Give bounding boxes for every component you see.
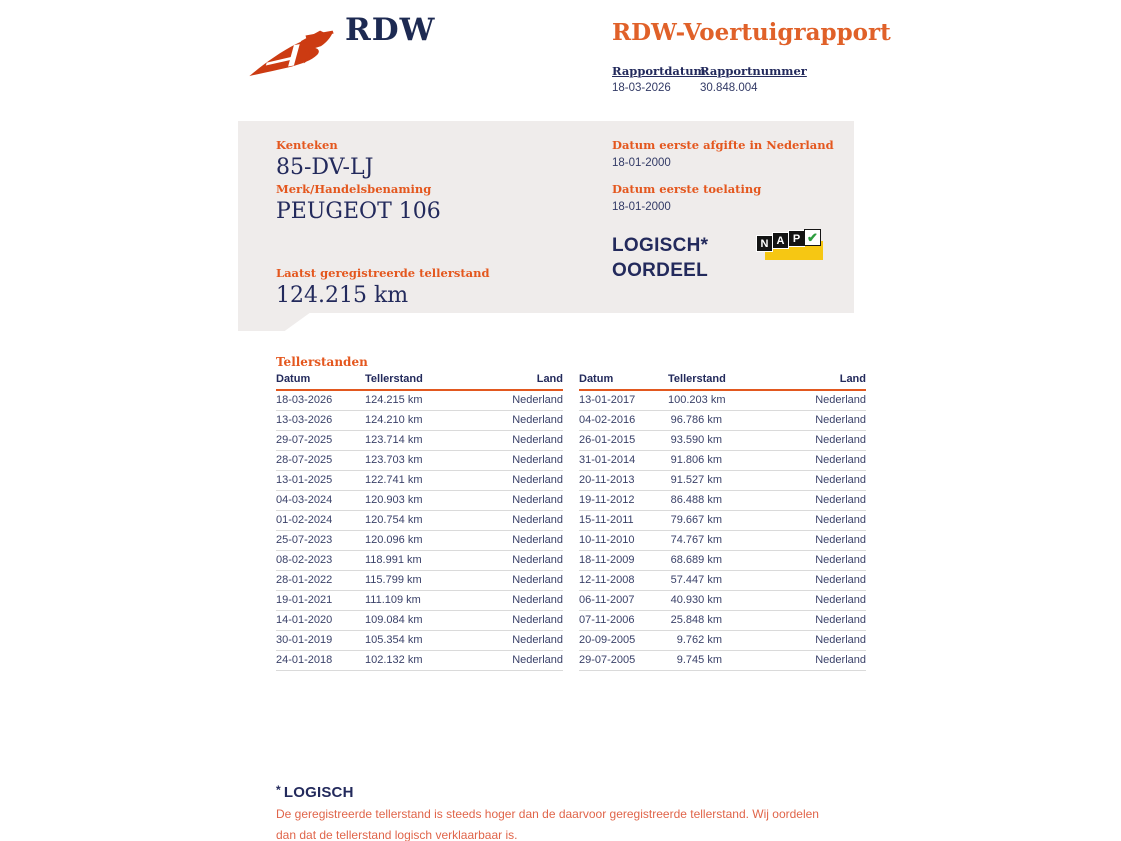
merk-value: PEUGEOT 106	[276, 199, 441, 224]
report-date-label: Rapportdatum	[612, 64, 706, 78]
cell-datum: 15-11-2011	[579, 511, 668, 531]
cell-tellerstand: 9.745 km	[668, 651, 758, 671]
cell-land: Nederland	[455, 451, 563, 471]
report-number-value: 30.848.004	[700, 82, 758, 94]
oordeel-line1: LOGISCH*	[612, 235, 709, 256]
cell-tellerstand: 91.806 km	[668, 451, 758, 471]
tellerstanden-section-title: Tellerstanden	[276, 355, 368, 369]
header-land: Land	[455, 371, 563, 390]
table-row	[579, 531, 866, 551]
cell-tellerstand: 124.210 km	[365, 411, 455, 431]
laatste-tellerstand-label: Laatst geregistreerde tellerstand	[276, 266, 490, 280]
merk-field	[276, 182, 441, 224]
vehicle-summary-panel	[238, 121, 854, 313]
cell-land: Nederland	[455, 571, 563, 591]
cell-datum: 20-09-2005	[579, 631, 668, 651]
cell-land: Nederland	[758, 651, 866, 671]
table-row	[579, 551, 866, 571]
cell-tellerstand: 120.903 km	[365, 491, 455, 511]
table-row	[579, 411, 866, 431]
cell-land: Nederland	[455, 411, 563, 431]
cell-datum: 13-03-2026	[276, 411, 365, 431]
cell-datum: 12-11-2008	[579, 571, 668, 591]
cell-datum: 04-03-2024	[276, 491, 365, 511]
cell-tellerstand: 123.703 km	[365, 451, 455, 471]
oordeel-line2: OORDEEL	[612, 260, 709, 281]
header-tellerstand: Tellerstand	[365, 371, 455, 390]
eerste-afgifte-label: Datum eerste afgifte in Nederland	[612, 138, 834, 152]
cell-datum: 28-07-2025	[276, 451, 365, 471]
cell-land: Nederland	[758, 491, 866, 511]
table-row	[579, 390, 866, 411]
cell-land: Nederland	[758, 551, 866, 571]
table-row	[276, 531, 563, 551]
header-datum: Datum	[276, 371, 365, 390]
cell-land: Nederland	[758, 531, 866, 551]
kenteken-field	[276, 138, 373, 180]
cell-tellerstand: 93.590 km	[668, 431, 758, 451]
cell-datum: 13-01-2017	[579, 390, 668, 411]
cell-tellerstand: 115.799 km	[365, 571, 455, 591]
cell-tellerstand: 123.714 km	[365, 431, 455, 451]
tellerstanden-table-left	[276, 371, 563, 671]
cell-tellerstand: 96.786 km	[668, 411, 758, 431]
kenteken-label: Kenteken	[276, 138, 338, 152]
cell-datum: 19-11-2012	[579, 491, 668, 511]
table-row	[276, 591, 563, 611]
cell-tellerstand: 79.667 km	[668, 511, 758, 531]
cell-land: Nederland	[758, 451, 866, 471]
cell-datum: 14-01-2020	[276, 611, 365, 631]
table-row	[579, 451, 866, 471]
cell-datum: 04-02-2016	[579, 411, 668, 431]
cell-tellerstand: 122.741 km	[365, 471, 455, 491]
cell-land: Nederland	[455, 551, 563, 571]
cell-tellerstand: 57.447 km	[668, 571, 758, 591]
table-row	[276, 511, 563, 531]
cell-tellerstand: 105.354 km	[365, 631, 455, 651]
table-row	[276, 571, 563, 591]
table-row	[276, 631, 563, 651]
cell-tellerstand: 25.848 km	[668, 611, 758, 631]
panel-corner-tab	[238, 312, 311, 331]
footnote-title-text: LOGISCH	[283, 784, 354, 801]
cell-datum: 10-11-2010	[579, 531, 668, 551]
eerste-toelating-value: 18-01-2000	[612, 201, 671, 213]
rdw-logo-text: RDW	[345, 12, 436, 48]
table-row	[579, 631, 866, 651]
table-row	[276, 431, 563, 451]
table-row	[579, 471, 866, 491]
cell-datum: 28-01-2022	[276, 571, 365, 591]
laatste-tellerstand-value: 124.215 km	[276, 283, 409, 308]
cell-land: Nederland	[455, 511, 563, 531]
report-number-label: Rapportnummer	[700, 64, 807, 78]
nap-letter-p: P	[788, 230, 805, 247]
table-header-row	[579, 371, 866, 390]
cell-land: Nederland	[758, 411, 866, 431]
cell-datum: 24-01-2018	[276, 651, 365, 671]
cell-tellerstand: 40.930 km	[668, 591, 758, 611]
cell-datum: 29-07-2025	[276, 431, 365, 451]
cell-datum: 01-02-2024	[276, 511, 365, 531]
table-row	[579, 431, 866, 451]
header-datum: Datum	[579, 371, 668, 390]
footnote-title	[276, 783, 354, 801]
table-row	[276, 451, 563, 471]
cell-datum: 26-01-2015	[579, 431, 668, 451]
cell-datum: 08-02-2023	[276, 551, 365, 571]
cell-datum: 20-11-2013	[579, 471, 668, 491]
footnote-text: De geregistreerde tellerstand is steeds hoger dan de daarvoor geregistreerde tellerstand. Wij oordelen dan dat de tellerstand logisch verklaarbaar is.	[276, 807, 819, 841]
cell-land: Nederland	[455, 531, 563, 551]
cell-tellerstand: 120.096 km	[365, 531, 455, 551]
report-number-field	[700, 64, 807, 94]
cell-datum: 19-01-2021	[276, 591, 365, 611]
report-date-value: 18-03-2026	[612, 82, 671, 94]
table-row	[579, 511, 866, 531]
cell-datum: 31-01-2014	[579, 451, 668, 471]
table-row	[579, 491, 866, 511]
eerste-afgifte-field	[612, 138, 834, 169]
cell-tellerstand: 100.203 km	[668, 390, 758, 411]
eerste-toelating-field	[612, 182, 761, 213]
cell-datum: 06-11-2007	[579, 591, 668, 611]
oordeel-verdict	[612, 233, 708, 283]
tellerstanden-table-right	[579, 371, 866, 671]
cell-tellerstand: 120.754 km	[365, 511, 455, 531]
footnote-asterisk: *	[276, 783, 281, 797]
report-title: RDW-Voertuigrapport	[612, 19, 891, 46]
table-row	[276, 411, 563, 431]
cell-land: Nederland	[758, 390, 866, 411]
cell-land: Nederland	[758, 511, 866, 531]
cell-tellerstand: 68.689 km	[668, 551, 758, 571]
eerste-afgifte-value: 18-01-2000	[612, 157, 671, 169]
table-row	[579, 611, 866, 631]
cell-datum: 18-03-2026	[276, 390, 365, 411]
table-row	[276, 390, 563, 411]
table-row	[276, 651, 563, 671]
cell-land: Nederland	[455, 431, 563, 451]
cell-tellerstand: 86.488 km	[668, 491, 758, 511]
cell-land: Nederland	[455, 591, 563, 611]
rdw-wing-logo-icon	[247, 18, 335, 80]
table-row	[579, 591, 866, 611]
table-row	[579, 571, 866, 591]
laatste-tellerstand-field	[276, 266, 490, 308]
cell-land: Nederland	[758, 431, 866, 451]
nap-letter-a: A	[772, 232, 789, 249]
table-row	[276, 551, 563, 571]
table-row	[276, 611, 563, 631]
header-land: Land	[758, 371, 866, 390]
header-tellerstand: Tellerstand	[668, 371, 758, 390]
nap-checkmark-icon: ✔	[804, 229, 821, 246]
cell-tellerstand: 9.762 km	[668, 631, 758, 651]
cell-land: Nederland	[455, 390, 563, 411]
cell-datum: 30-01-2019	[276, 631, 365, 651]
cell-tellerstand: 111.109 km	[365, 591, 455, 611]
cell-tellerstand: 109.084 km	[365, 611, 455, 631]
cell-land: Nederland	[758, 591, 866, 611]
cell-land: Nederland	[455, 631, 563, 651]
cell-datum: 07-11-2006	[579, 611, 668, 631]
table-header-row	[276, 371, 563, 390]
cell-land: Nederland	[455, 651, 563, 671]
cell-tellerstand: 74.767 km	[668, 531, 758, 551]
cell-datum: 18-11-2009	[579, 551, 668, 571]
cell-land: Nederland	[758, 571, 866, 591]
cell-datum: 25-07-2023	[276, 531, 365, 551]
merk-label: Merk/Handelsbenaming	[276, 182, 432, 196]
kenteken-value: 85-DV-LJ	[276, 155, 374, 180]
cell-datum: 13-01-2025	[276, 471, 365, 491]
cell-land: Nederland	[455, 611, 563, 631]
cell-tellerstand: 102.132 km	[365, 651, 455, 671]
report-date-field	[612, 64, 706, 94]
cell-land: Nederland	[758, 471, 866, 491]
cell-land: Nederland	[758, 611, 866, 631]
cell-land: Nederland	[455, 471, 563, 491]
cell-land: Nederland	[455, 491, 563, 511]
nap-letter-n: N	[756, 235, 773, 252]
nap-logo	[756, 229, 826, 263]
cell-datum: 29-07-2005	[579, 651, 668, 671]
cell-tellerstand: 118.991 km	[365, 551, 455, 571]
eerste-toelating-label: Datum eerste toelating	[612, 182, 762, 196]
table-row	[276, 491, 563, 511]
table-row	[579, 651, 866, 671]
cell-tellerstand: 91.527 km	[668, 471, 758, 491]
cell-land: Nederland	[758, 631, 866, 651]
cell-tellerstand: 124.215 km	[365, 390, 455, 411]
table-row	[276, 471, 563, 491]
